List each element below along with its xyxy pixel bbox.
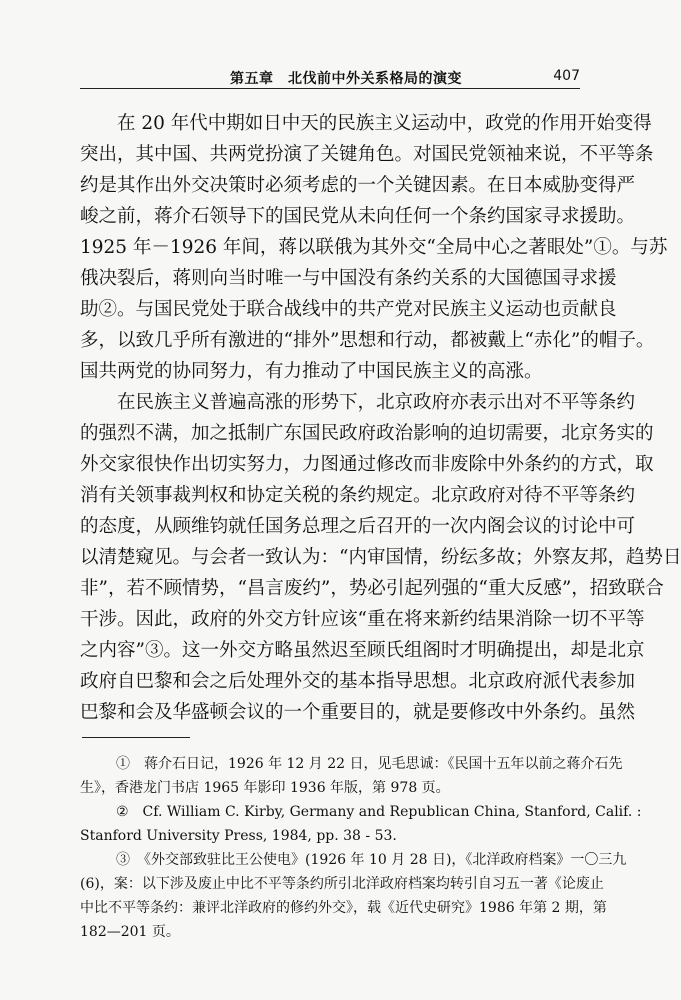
text-line: 的强烈不满，加之抵制广东国民政府政治影响的迫切需要，北京务实的 (80, 423, 654, 444)
text-line: 的态度，从顾维钧就任国务总理之后召开的一次内阁会议的讨论中可 (80, 516, 636, 537)
text-line: 助②。与国民党处于联合战线中的共产党对民族主义运动也贡献良 (80, 299, 617, 320)
text-line: 政府自巴黎和会之后处理外交的基本指导思想。北京政府派代表参加 (80, 671, 636, 692)
text-line: 峻之前，蒋介石领导下的国民党从未向任何一个条约国家寻求援助。 (80, 206, 636, 227)
text-line: 外交家很快作出切实努力，力图通过修改而非废除中外条约的方式，取 (80, 454, 654, 475)
text-line: 以清楚窥见。与会者一致认为：“内审国情，纷纭多故；外察友邦，趋势日 (80, 547, 681, 568)
footnote-line: 中比不平等条约：兼评北洋政府的修约外交》，载《近代史研究》1986 年第 2 期，第 (80, 900, 607, 916)
main-text (80, 108, 681, 728)
footnote-line: ① 蒋介石日记，1926 年 12 月 22 日，见毛思诚：《民国十五年以前之蒋介石先 (116, 756, 623, 772)
footnote-divider (82, 737, 190, 738)
footnote-line: 182—201 页。 (80, 924, 180, 940)
footnote-line: Stanford University Press, 1984, pp. 38 - 53. (80, 828, 397, 844)
page-number: 407 (553, 68, 580, 84)
text-line: 国共两党的协同努力，有力推动了中国民族主义的高涨。 (80, 361, 543, 382)
footnote-line: (6)，案：以下涉及废止中比不平等条约所引北洋政府档案均转引自习五一著《论废止 (80, 876, 604, 892)
footnote-line: 生》，香港龙门书店 1965 年影印 1936 年版，第 978 页。 (80, 780, 450, 796)
text-line: 消有关领事裁判权和协定关税的条约规定。北京政府对待不平等条约 (80, 485, 636, 506)
chapter-title: 第五章 北伐前中外关系格局的演变 (230, 71, 462, 87)
text-line: 多，以致几乎所有激进的“排外”思想和行动，都被戴上“赤化”的帽子。 (80, 330, 655, 351)
text-line: 1925 年－1926 年间，蒋以联俄为其外交“全局中心之著眼处”①。与苏 (80, 237, 668, 258)
text-line: 巴黎和会及华盛顿会议的一个重要目的，就是要修改中外条约。虽然 (80, 702, 636, 723)
text-line: 约是其作出外交决策时必须考虑的一个关键因素。在日本威胁变得严 (80, 175, 636, 196)
footnote-line: ② Cf. William C. Kirby, Germany and Republican China, Stanford, Calif. : (116, 804, 642, 820)
text-line: 俄决裂后，蒋则向当时唯一与中国没有条约关系的大国德国寻求援 (80, 268, 617, 289)
text-line: 突出，其中国、共两党扮演了关键角色。对国民党领袖来说，不平等条 (80, 144, 654, 165)
text-line: 非”，若不顾情势，“昌言废约”，势必引起列强的“重大反感”，招致联合 (80, 578, 664, 599)
running-header (80, 58, 580, 89)
text-line: 在 20 年代中期如日中天的民族主义运动中，政党的作用开始变得 (117, 113, 652, 134)
text-line: 干涉。因此，政府的外交方针应该“重在将来新约结果消除一切不平等 (80, 609, 645, 630)
text-line: 之内容”③。这一外交方略虽然迟至顾氏组阁时才明确提出，却是北京 (80, 640, 645, 661)
text-line: 在民族主义普遍高涨的形势下，北京政府亦表示出对不平等条约 (117, 392, 636, 413)
footnotes (80, 752, 642, 944)
footnote-line: ③ 《外交部致驻比王公使电》(1926 年 10 月 28 日)，《北洋政府档案》一〇三九 (116, 852, 627, 868)
